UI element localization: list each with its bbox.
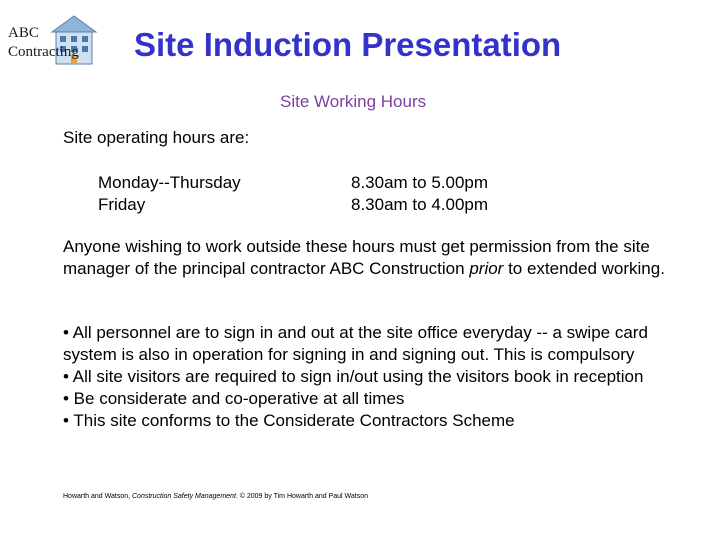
section-subtitle: Site Working Hours xyxy=(280,92,427,111)
logo-line-1: ABC xyxy=(8,25,39,41)
hours-day: Friday xyxy=(98,195,146,214)
rules-list xyxy=(63,322,703,432)
footer-book-title: Construction Safety Management xyxy=(132,493,236,500)
logo-line-2: Contracting xyxy=(8,44,79,60)
citation-footer xyxy=(63,493,368,500)
intro-text: Site operating hours are: xyxy=(63,128,250,147)
company-logo xyxy=(6,12,102,68)
footer-copyright: . © 2009 by Tim Howarth and Paul Watson xyxy=(235,493,369,500)
footer-authors: Howarth and Watson, xyxy=(63,493,132,500)
hours-row xyxy=(98,194,598,216)
permission-paragraph xyxy=(63,236,703,280)
hours-table xyxy=(98,172,598,216)
list-item: • All personnel are to sign in and out at the site office everyday -- a swipe card system is also in operation for signing in and signing out. This is compulsory xyxy=(63,323,648,364)
list-item: • This site conforms to the Considerate Contractors Scheme xyxy=(63,411,515,430)
paragraph-text: Anyone wishing to work outside these hours must get permission from the site manager of the principal contractor ABC Construction xyxy=(63,237,650,278)
paragraph-emphasis: prior xyxy=(469,259,504,278)
logo-text xyxy=(8,24,79,62)
hours-time: 8.30am to 4.00pm xyxy=(351,195,489,214)
hours-day: Monday--Thursday xyxy=(98,173,241,192)
page-title: Site Induction Presentation xyxy=(134,26,562,63)
list-item: • Be considerate and co-operative at all times xyxy=(63,389,405,408)
paragraph-text-end: to extended working. xyxy=(503,259,665,278)
list-item: • All site visitors are required to sign in/out using the visitors book in reception xyxy=(63,367,644,386)
hours-time: 8.30am to 5.00pm xyxy=(351,173,489,192)
hours-row xyxy=(98,172,598,194)
